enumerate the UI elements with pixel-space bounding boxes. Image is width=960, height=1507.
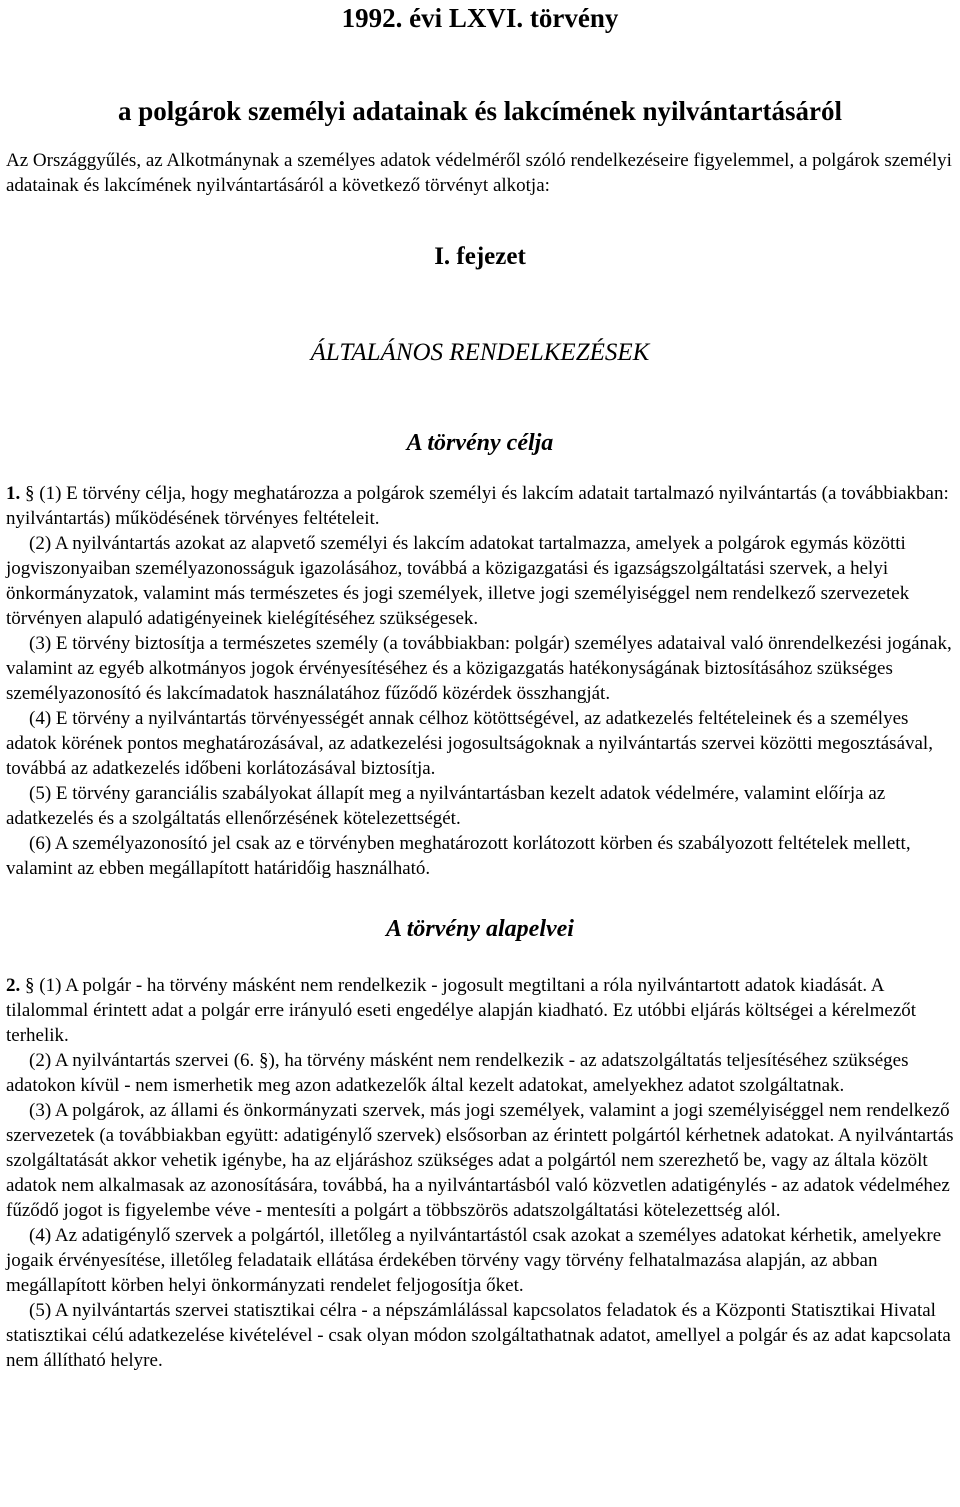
paragraph-text: (5) E törvény garanciális szabályokat állapít meg a nyilvántartásban kezelt adatok védelmére, valamint előírja az adatkezelés és a szolgáltatás ellenőrzésének kötelezettségét.: [6, 783, 886, 829]
section-2-paragraph-2: [6, 1048, 954, 1098]
section-1-paragraph-6: [6, 831, 954, 881]
paragraph-text: (3) E törvény biztosítja a természetes személy (a továbbiakban: polgár) személyes adataival való önrendelkezési jogának, valamint az egyéb alkotmányos jogok érvényesítéséhez és a közigazgatás hatékonyságának biztosításához szükséges személyazonosító és lakcímadatok használatához fűződő közérdek összhangját.: [6, 633, 952, 704]
section-number: 2.: [6, 975, 21, 996]
section-1: [6, 481, 954, 881]
section-2-paragraph-3: [6, 1098, 954, 1223]
law-title: a polgárok személyi adatainak és lakcímének nyilvántartásáról: [117, 96, 842, 126]
section-2-paragraph-5: [6, 1298, 954, 1373]
chapter-number: I. fejezet: [434, 243, 526, 270]
section-2-paragraph-4: [6, 1223, 954, 1298]
section-2-subtitle: A törvény alapelvei: [386, 916, 574, 942]
section-1-paragraph-3: [6, 631, 954, 706]
section-1-paragraph-1: [6, 481, 954, 531]
section-symbol: §: [25, 975, 35, 996]
preamble: Az Országgyűlés, az Alkotmánynak a személyes adatok védelméről szóló rendelkezéseire figyelemmel, a polgárok személyi adatainak és lakcímének nyilvántartásáról a következő törvényt alkotja:: [6, 150, 952, 196]
paragraph-text: (3) A polgárok, az állami és önkormányzati szervek, más jogi személyek, valamint a jogi személyiséggel nem rendelkező szervezetek (a továbbiakban együtt: adatigénylő szervek) elsősorban az érintett polgártól kérhetnek adatokat. A nyilvántartás szolgáltatását akkor vehetik igénybe, ha az eljáráshoz szükséges adat a polgártól nem szerezhető be, vagy az általa közölt adatok nem alkalmasak az azonosítására, továbbá, ha a nyilvántartásból való közvetlen adatigénylés - az adatok védelméhez fűződő jogot is figyelembe véve - mentesíti a polgárt a többszörös adatszolgáltatási kötelezettség alól.: [6, 1100, 954, 1221]
section-2-paragraph-1: [6, 973, 954, 1048]
paragraph-text: (2) A nyilvántartás azokat az alapvető személyi és lakcím adatokat tartalmazza, amelyek a polgárok egymás közötti jogviszonyaiban személyazonosságuk igazolásához, továbbá a közigazgatási és igazságszolgáltatási szervek, a helyi önkormányzatok, valamint más természetes és jogi személyek, illetve jogi személyiséggel nem rendelkező szervezetek törvényen alapuló adatigényeinek kielégítéséhez szükségesek.: [6, 533, 910, 629]
paragraph-text: (5) A nyilvántartás szervei statisztikai célra - a népszámlálással kapcsolatos feladatok és a Központi Statisztikai Hivatal statisztikai célú adatkezelése kivételével - csak olyan módon szolgáltathatnak adatot, amellyel a polgár és az adat kapcsolata nem állítható helyre.: [6, 1300, 951, 1371]
section-1-paragraph-5: [6, 781, 954, 831]
section-1-paragraph-4: [6, 706, 954, 781]
paragraph-text: (6) A személyazonosító jel csak az e törvényben meghatározott korlátozott körben és szabályozott feltételek mellett, valamint az ebben megállapított határidőig használható.: [6, 833, 911, 879]
paragraph-text: (1) E törvény célja, hogy meghatározza a polgárok személyi és lakcím adatait tartalmazó nyilvántartás (a továbbiakban: nyilvántartás) működésének törvényes feltételeit.: [6, 483, 949, 529]
section-1-paragraph-2: [6, 531, 954, 631]
paragraph-text: (2) A nyilvántartás szervei (6. §), ha törvény másként nem rendelkezik - az adatszolgáltatás teljesítéséhez szükséges adatokon kívül - nem ismerhetik meg azon adatkezelők által kezelt adatokat, amelyekhez adatot szolgáltatnak.: [6, 1050, 909, 1096]
law-number: 1992. évi LXVI. törvény: [341, 3, 619, 33]
paragraph-text: (1) A polgár - ha törvény másként nem rendelkezik - jogosult megtiltani a róla nyilvántartott adatok kiadását. A tilalommal érintett adat a polgár erre irányuló eseti engedélye alapján kiadható. Ez utóbbi eljárás költségei a kérelmezőt terhelik.: [6, 975, 917, 1046]
chapter-title: ÁLTALÁNOS RENDELKEZÉSEK: [310, 339, 650, 366]
paragraph-text: (4) Az adatigénylő szervek a polgártól, illetőleg a nyilvántartástól csak azokat a személyes adatokat kérhetik, amelyekre jogaik érvényesítése, illetőleg feladataik ellátása érdekében törvény vagy törvény felhatalmazása alapján, az abban megállapított körben helyi önkormányzati rendelet feljogosítja őket.: [6, 1225, 942, 1296]
paragraph-text: (4) E törvény a nyilvántartás törvényességét annak célhoz kötöttségével, az adatkezelés feltételeinek és a személyes adatok körének pontos meghatározásával, az adatkezelési jogosultságoknak a nyilvántartás szervei közötti megosztásával, továbbá az adatkezelés időbeni korlátozásával biztosítja.: [6, 708, 933, 779]
section-2: [6, 973, 954, 1373]
section-number: 1.: [6, 483, 21, 504]
section-symbol: §: [25, 483, 35, 504]
section-1-subtitle: A törvény célja: [406, 430, 554, 456]
